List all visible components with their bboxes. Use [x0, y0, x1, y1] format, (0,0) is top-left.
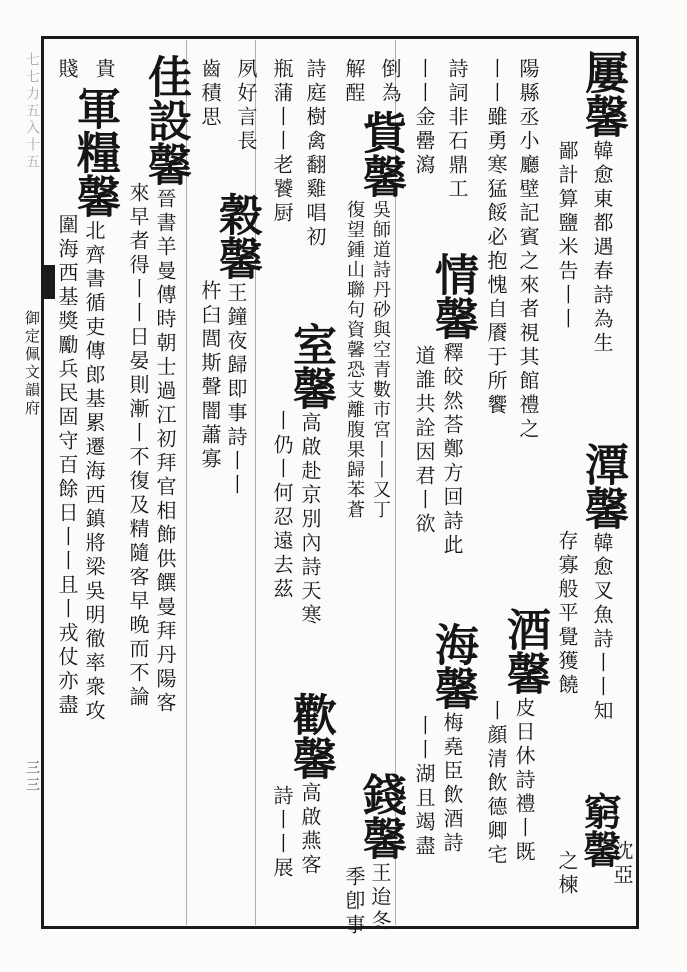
entry-column	[344, 866, 364, 938]
text-column	[344, 58, 364, 106]
text-column	[518, 58, 538, 442]
entry-column	[272, 785, 292, 881]
entry-text: 鄙計算鹽米告丨丨	[555, 140, 579, 332]
frame-right-rule	[636, 36, 639, 929]
entry-note: 高啟赴京別內詩天寒	[298, 412, 322, 628]
entry-column	[499, 605, 550, 865]
entry-text: 丨顔清飲德卿宅	[484, 700, 508, 868]
entry-text: 存寡般平覺獲饒	[555, 530, 579, 698]
entry-note: 釋皎然荅鄭方回詩此	[440, 342, 464, 558]
text-column	[94, 58, 114, 82]
text-column	[200, 58, 220, 130]
headword: 海馨	[427, 622, 478, 710]
entry-column	[557, 850, 577, 898]
entry-text: 詩詞非石鼎工	[445, 58, 469, 202]
entry-text: 之楝	[555, 850, 579, 898]
column-divider	[186, 40, 187, 925]
entry-note: 皮日休詩禮丨既	[512, 697, 536, 865]
entry-column	[612, 840, 632, 888]
text-column	[272, 58, 292, 226]
entry-text: 陽縣丞小廳壁記賓之來者視其館禮之	[516, 58, 540, 442]
headword: 室馨	[285, 322, 336, 410]
fishtail-block	[41, 265, 55, 299]
entry-note: 晉書羊曼傳時朝士過江初拜官相飾供饌曼拜丹陽客	[153, 188, 177, 716]
text-column	[236, 58, 256, 154]
entry-column	[285, 690, 336, 878]
column-divider	[395, 40, 396, 925]
headword: 穀馨	[211, 192, 262, 280]
entry-text: 丨仍丨何忍遠去茲	[270, 410, 294, 602]
entry-text: 丨丨金罍瀉	[412, 58, 436, 178]
headword: 屢馨	[577, 50, 628, 138]
entry-note: 高啟燕客	[298, 782, 322, 878]
entry-text: 季卽事	[342, 866, 366, 938]
entry-column	[128, 182, 148, 710]
entry-text: 齒積思	[198, 58, 222, 130]
entry-text: 貴	[92, 58, 116, 82]
entry-column	[486, 700, 506, 868]
entry-text: 來早者得丨丨日晏則漸丨不復及精隨客早晚而不論	[126, 182, 150, 710]
entry-column	[414, 715, 434, 859]
margin-top-text: 七七力五入十五	[24, 52, 40, 171]
entry-text: 倒為	[378, 58, 402, 106]
entry-note: 吳師道詩丹砂與空青數市宮丨丨又丁	[370, 200, 391, 520]
entry-note: 韓愈叉魚詩丨丨知	[590, 532, 614, 724]
column-divider	[255, 40, 256, 925]
entry-column	[427, 620, 478, 856]
entry-text: 復望鍾山聯句資馨恐支離腹果歸苯蒼	[344, 200, 365, 520]
entry-column	[557, 530, 577, 698]
frame-bottom-rule	[41, 926, 637, 929]
headword: 錢馨	[355, 772, 406, 860]
headword: 歡馨	[285, 692, 336, 780]
headword: 潭馨	[577, 442, 628, 530]
headword: 情馨	[427, 252, 478, 340]
headword: 窮馨	[577, 792, 622, 868]
entry-column	[272, 410, 292, 602]
entry-column	[577, 48, 628, 356]
entry-text: 杵臼閭斯聲闇蕭寡	[198, 280, 222, 472]
entry-column	[427, 250, 478, 558]
entry-note: 北齊書循吏傳郎基累遷海西鎮將梁吳明徹率衆攻	[82, 220, 106, 724]
margin-page-number: 三三	[24, 760, 40, 794]
entry-column	[285, 320, 336, 628]
entry-text: 夙好言長	[234, 58, 258, 154]
text-column	[486, 58, 506, 418]
frame-top-rule	[41, 36, 637, 39]
text-column	[447, 58, 467, 202]
entry-text: 瓶蒲丨丨老饕厨	[270, 58, 294, 226]
entry-text: 丨丨湖且竭盡	[412, 715, 436, 859]
entry-text: 丨丨雖勇寒猛餒必抱愧自餍于所饗	[484, 58, 508, 418]
entry-note: 韓愈東都遇春詩為生	[590, 140, 614, 356]
entry-text: 解酲	[342, 58, 366, 106]
margin-source-title: 御定佩文韻府	[23, 310, 41, 418]
entry-note: 梅堯臣飲酒詩	[440, 712, 464, 856]
text-column	[57, 58, 77, 82]
entry-text: 道誰共詮因君丨欲	[412, 345, 436, 537]
entry-note: 王鐘夜歸即事詩丨丨	[224, 282, 248, 498]
entry-column	[344, 200, 364, 520]
entry-note: 王迨冬	[368, 862, 392, 934]
text-column	[414, 58, 434, 178]
entry-text: 詩丨丨展	[270, 785, 294, 881]
text-column	[380, 58, 400, 106]
headword: 貲馨	[355, 110, 406, 198]
entry-column	[200, 280, 220, 472]
entry-column	[577, 440, 628, 724]
entry-text: 圍海西基獎勵兵民固守百餘日丨丨且丨戎仗亦盡	[55, 214, 79, 718]
headword: 酒馨	[499, 607, 550, 695]
entry-text: 賤	[55, 58, 79, 82]
text-column	[305, 58, 325, 250]
entry-text: 詩庭樹禽翻雞唱初	[303, 58, 327, 250]
entry-column	[557, 140, 577, 332]
headword: 佳設馨	[140, 54, 191, 186]
entry-column	[414, 345, 434, 537]
headword: 軍糧馨	[69, 86, 120, 218]
entry-column	[57, 214, 77, 718]
entry-note: 沈亞	[610, 840, 634, 888]
